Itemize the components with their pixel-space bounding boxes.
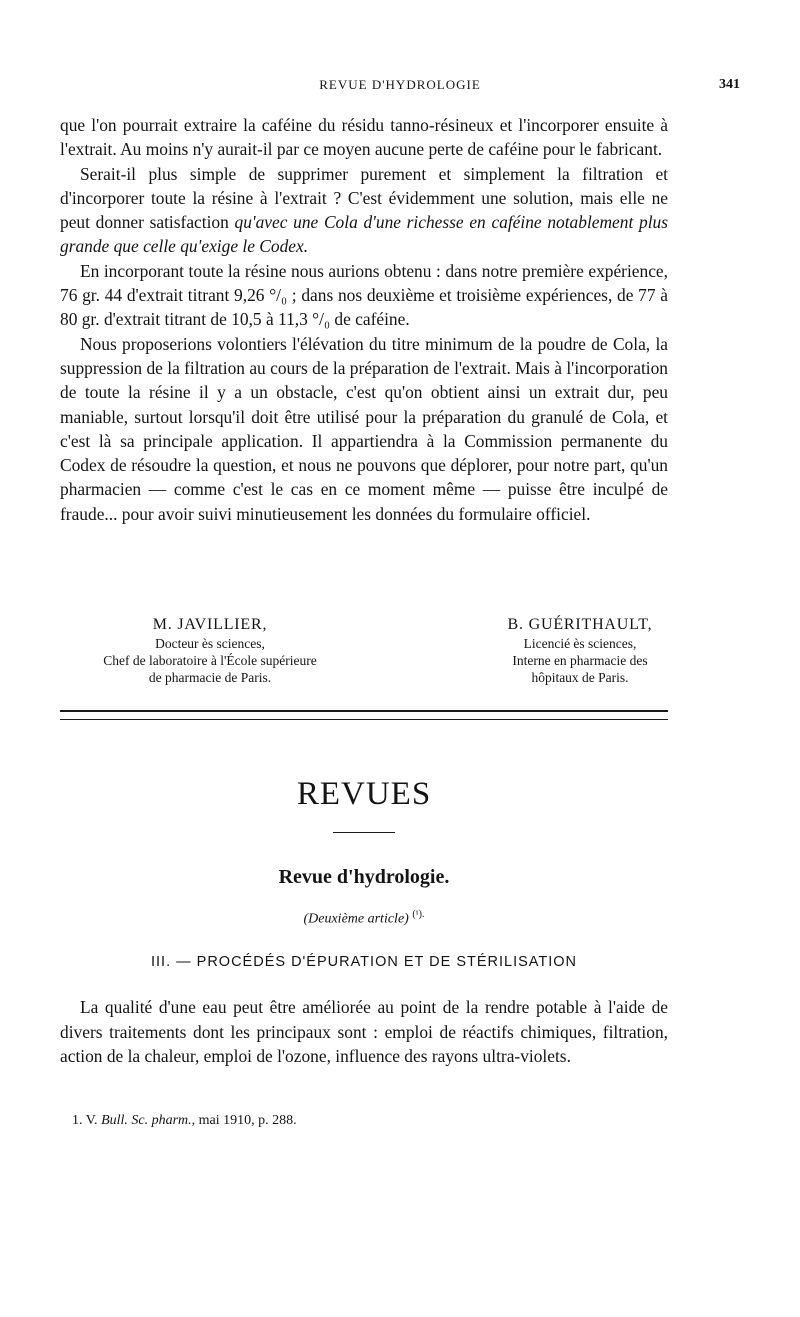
- paragraph-2-text: Serait-il plus simple de supprimer purement et simplement la filtration et d'incorporer toute la résine à l'extrait ? C'est évidemment une solution, mais elle ne peut donner satisfaction: [60, 163, 668, 233]
- signature-left-line1: Docteur ès sciences,: [155, 636, 265, 651]
- footnote-rest: , mai 1910, p. 288.: [191, 1113, 297, 1128]
- paragraph-1: que l'on pourrait extraire la caféine du résidu tanno-résineux et l'incorporer ensuite à l'extrait. Au moins n'y aurait-il par ce moyen aucune perte de caféine pour le fabricant.: [60, 115, 668, 160]
- signature-right-name: B. GUÉRITHAULT,: [507, 616, 653, 633]
- paragraph-4: Nous proposerions volontiers l'élévation du titre minimum de la poudre de Cola, la suppression de la filtration au cours de la préparation de l'extrait. Mais à l'incorporation de toute la résine il y a un obstacle, c'est qu'on obtient ainsi un extrait dur, peu maniable, surtout lorsqu'il doit être utilisé pour la préparation du granulé de Cola, et c'est là sa principale application. Il appartiendra à la Commission permanente du Codex de résoudre la question, et nous ne pouvons que déplorer, pour notre part, qu'un pharmacien — comme c'est le cas en ce moment même — puisse être inculpé de fraude... pour avoir suivi minutieusement les données du formulaire officiel.: [60, 333, 668, 524]
- signature-left: [60, 616, 360, 686]
- title-rule: [333, 832, 395, 833]
- footnote-prefix: 1. V.: [72, 1113, 102, 1128]
- footnote-ref: (¹).: [412, 909, 425, 920]
- running-head: [60, 77, 740, 99]
- signatures: [60, 616, 680, 686]
- paragraph-3: En incorporant toute la résine nous aurions obtenu : dans notre première expérience, 76 gr. 44 d'extrait titrant 9,26 °/₀ ; dans nos deuxième et troisième expériences, de 77 à 80 gr. d'extrait titrant de 10,5 à 11,3 °/₀ de caféine.: [60, 260, 668, 330]
- footnote: [60, 1113, 668, 1129]
- section-divider: [60, 710, 668, 720]
- body-text: [60, 113, 668, 526]
- page-number: 341: [719, 77, 740, 92]
- article-note: [60, 909, 668, 928]
- section-body: [60, 995, 668, 1069]
- footnote-journal: Bull. Sc. pharm.: [101, 1113, 192, 1128]
- signature-left-line2: Chef de laboratoire à l'École supérieure: [103, 653, 317, 668]
- signature-left-line3: de pharmacie de Paris.: [148, 670, 272, 685]
- section-title: REVUES: [296, 776, 432, 812]
- section-paragraph-1: La qualité d'une eau peut être améliorée au point de la rendre potable à l'aide de divers traitements dont les principaux sont : emploi de réactifs chimiques, filtration, action de la chaleur, emploi de l'ozone, influence des rayons ultra-violets.: [60, 997, 668, 1066]
- paragraph-2-italic: qu'avec une Cola d'une richesse en caféine notablement plus grande que celle qu'exige le Codex.: [60, 212, 668, 257]
- signature-right-line3: hôpitaux de Paris.: [531, 670, 629, 685]
- article-note-text: (Deuxième article): [303, 911, 409, 927]
- subsection-heading: III. — PROCÉDÉS D'ÉPURATION ET DE STÉRILISATION: [150, 954, 578, 970]
- section-subtitle: Revue d'hydrologie.: [278, 866, 450, 888]
- paragraph-2: [60, 162, 668, 259]
- signature-right-line1: Licencié ès sciences,: [523, 636, 637, 651]
- running-title: REVUE D'HYDROLOGIE: [319, 77, 481, 92]
- signature-right-line2: Interne en pharmacie des: [512, 653, 648, 668]
- signature-left-name: M. JAVILLIER,: [152, 616, 268, 633]
- signature-right: [480, 616, 680, 686]
